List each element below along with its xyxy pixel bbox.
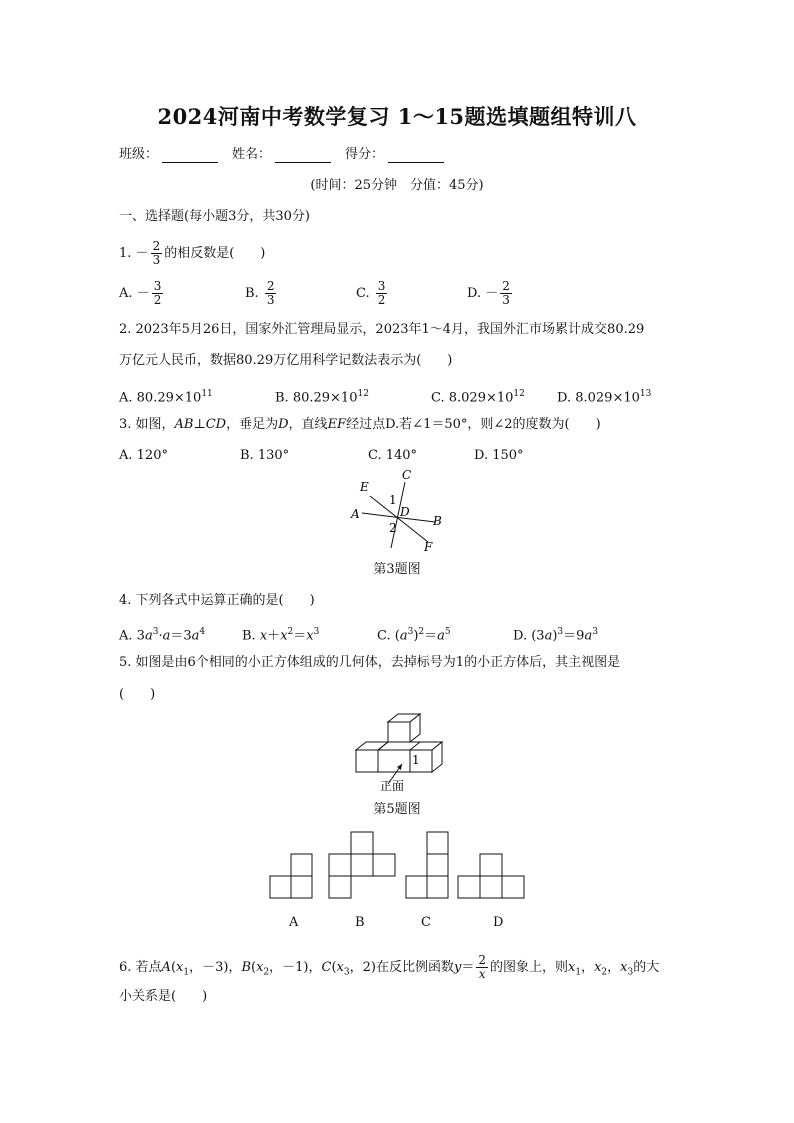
math-var: a [584,628,593,644]
square [458,876,480,898]
math: ＝ [293,628,307,644]
option-label: A. [119,628,137,644]
exponent: 5 [444,627,451,637]
exponent: 2 [287,627,294,637]
stem-text: 经过点D.若∠1＝50°，则∠2的度数为( ) [346,417,601,432]
square [480,876,502,898]
q3-option-c[interactable]: C. 140° [368,448,418,463]
math-var: x [306,628,314,644]
exponent: 3 [313,627,320,637]
math-var: a [399,628,408,644]
square [291,854,312,876]
q4-option-d[interactable] [513,624,598,644]
math: ( [170,960,177,975]
class-label: 班级： [119,147,159,162]
math-var: x [256,960,264,975]
square [427,854,448,876]
math-var: a [544,628,553,644]
cube-face [378,750,410,772]
option-a-view[interactable] [270,854,312,898]
math: · [158,628,163,644]
option-label: C. [356,286,370,301]
math-expr: AB⊥CD [174,417,227,432]
q5-option-b-label[interactable]: B [355,915,365,930]
math-var: y [453,960,462,975]
denominator: 2 [377,293,386,307]
cube-face [356,750,378,772]
option-label: D. [513,628,532,644]
square [291,876,312,898]
q1-option-a[interactable] [119,280,165,307]
label-d: D [400,505,410,519]
q4-option-c[interactable] [377,624,451,644]
question-5-line-2: ( ) [119,687,156,702]
denominator: 3 [502,293,510,307]
option-b-view[interactable] [329,832,395,898]
square [406,876,427,898]
q2-option-c[interactable] [431,386,525,406]
option-text: D. 8.029×10 [557,390,640,406]
q3-figure-caption: 第3题图 [373,562,421,577]
exponent: 12 [357,389,369,399]
question-2-line-1: 2. 2023年5月26日，国家外汇管理局显示，2023年1～4月，我国外汇市场累计成交80.29 [119,322,645,337]
option-label: B. [245,286,259,301]
exponent: 12 [513,389,525,399]
q5-options-figure [265,830,530,902]
math-var: a [437,628,445,644]
question-number: 1. [119,246,132,261]
angle-2-label: 2 [389,521,397,535]
math: ) [552,628,558,644]
math: ，－3)， [189,960,242,975]
option-d-view[interactable] [458,854,524,898]
subscript: 2 [601,967,608,978]
math-var: A [161,960,171,975]
q3-option-a[interactable]: A. 120° [119,448,168,463]
math: ＝ [461,960,475,975]
fraction [152,280,164,307]
fraction [265,280,277,307]
square [480,854,502,876]
q5-figure-caption: 第5题图 [373,802,421,817]
math: ＝9 [563,628,585,644]
math: ＋ [267,628,281,644]
label-c: C [402,468,412,482]
math: ，－1)， [269,960,322,975]
square [502,876,524,898]
denominator: x [478,967,486,981]
exponent: 2 [418,627,425,637]
math: ， [607,960,621,975]
q4-option-a[interactable] [119,624,205,644]
minus-sign: － [485,286,499,301]
subscript: 3 [627,967,634,978]
numerator: 3 [377,279,386,293]
q2-option-b[interactable] [275,386,369,406]
question-2-line-2: 万亿元人民币，数据80.29万亿用科学记数法表示为( ) [119,353,453,368]
q2-option-d[interactable] [557,386,651,406]
label-b: B [433,514,442,528]
math-var: B [241,960,251,975]
name-blank[interactable] [275,150,331,163]
subscript: 1 [183,967,190,978]
question-5-line-1: 5. 如图是由6个相同的小正方体组成的几何体，去掉标号为1的小正方体后，其主视图是 [119,655,621,670]
math-var: D [278,417,289,432]
stem-text: 的图象上，则 [489,960,568,975]
front-label: 正面 [380,779,405,792]
option-label: C. [377,628,395,644]
stem-text: ，直线 [288,417,328,432]
option-label: D. [467,286,482,301]
student-info-row [119,147,458,163]
fraction [151,240,163,267]
exponent: 3 [592,627,598,637]
fraction [500,280,512,307]
square [373,854,395,876]
cube-face [388,722,410,742]
square [329,876,351,898]
math: ( [331,960,337,975]
square [351,854,373,876]
label-a: A [351,507,360,521]
angle-1-label: 1 [389,493,397,507]
q1-option-b[interactable] [245,280,278,307]
math: ) [413,628,419,644]
q5-option-d-label[interactable]: D [493,915,504,930]
label-e: E [360,480,369,494]
stem-text: 3. 如图， [119,417,175,432]
math-var: x [176,960,184,975]
math: (3 [531,628,545,644]
q3-option-d[interactable]: D. 150° [474,448,524,463]
question-4-stem: 4. 下列各式中运算正确的是( ) [119,593,315,608]
denominator: 2 [153,293,162,307]
square [329,854,351,876]
square [270,876,291,898]
option-text: C. 8.029×10 [431,390,514,406]
question-6-line-2: 小关系是( ) [119,989,208,1004]
option-label: B. [242,628,260,644]
math-var: a [144,628,153,644]
q3-figure [340,466,460,558]
q2-option-a[interactable] [119,386,213,406]
stem-text: 的大 [633,960,660,975]
name-label: 姓名： [232,147,272,162]
math: ， [581,960,595,975]
math: ( [251,960,257,975]
fraction [376,280,388,307]
subscript: 3 [343,967,350,978]
option-label: A. [119,286,133,301]
math-var: a [162,628,171,644]
exponent: 3 [557,627,564,637]
option-text: B. 80.29×10 [275,390,358,406]
math-var: x [259,628,268,644]
square [351,832,373,854]
question-1-stem [119,240,265,267]
score-blank[interactable] [388,150,444,163]
q1-option-d[interactable] [467,280,514,307]
stem-text: 6. 若点 [119,960,162,975]
numerator: 2 [478,953,486,967]
q3-option-b[interactable]: B. 130° [240,448,290,463]
math-var: x [280,628,288,644]
fraction [476,954,488,981]
denominator: 3 [266,293,275,307]
q5-option-a-label[interactable]: A [289,915,299,930]
stem-text: 的相反数是( ) [164,246,266,261]
exponent: 3 [407,627,414,637]
stem-text: ，垂足为 [226,417,279,432]
math: ＝ [424,628,438,644]
numerator: 2 [502,279,510,293]
exponent: 3 [152,627,159,637]
denominator: 3 [152,253,161,267]
math: ＝3 [170,628,192,644]
score-label: 得分： [345,147,385,162]
subscript: 2 [263,967,270,978]
square [427,876,448,898]
numerator: 3 [153,279,162,293]
q1-option-c[interactable] [356,280,389,307]
math: 3 [136,628,145,644]
section-heading: 一、选择题(每小题3分，共30分) [119,209,310,224]
math-var: a [191,628,200,644]
math-var: x [567,960,576,975]
math-var: x [620,960,628,975]
cube-label-1: 1 [412,753,420,767]
math: ( [394,628,400,644]
option-text: A. 80.29×10 [119,390,202,406]
numerator: 2 [266,279,275,293]
label-f: F [424,540,433,554]
minus-sign: － [136,286,150,301]
question-6-line-1 [119,954,659,981]
minus-sign: － [135,246,149,261]
math-var: C [321,960,332,975]
subscript: 1 [575,967,582,978]
q4-option-b[interactable] [242,624,319,644]
time-note: (时间：25分钟 分值：45分) [310,178,484,193]
exponent: 13 [639,389,652,399]
exponent: 4 [199,627,206,637]
square [427,832,448,854]
math-var: EF [327,417,347,432]
math-var: x [594,960,602,975]
stem-text: ，2)在反比例函数 [349,960,454,975]
page-title: 2024河南中考数学复习 1～15题选填题组特训八 [157,104,637,129]
exponent: 11 [201,389,213,399]
question-3-stem [119,417,601,433]
numerator: 2 [152,239,161,253]
q5-option-c-label[interactable]: C [421,915,431,930]
option-c-view[interactable] [406,832,448,898]
class-blank[interactable] [162,150,218,163]
math-var: x [336,960,344,975]
line-ef [370,496,428,542]
q5-cube-figure [350,712,445,792]
